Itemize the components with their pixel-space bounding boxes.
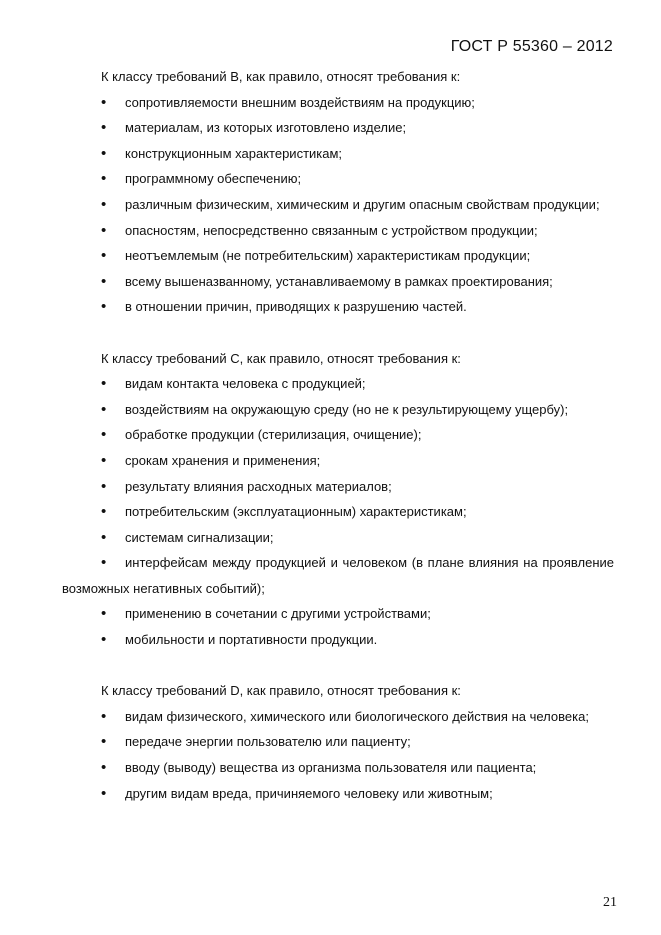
list-item: • воздействиям на окружающую среду (но не к результирующему ущербу); bbox=[62, 397, 614, 423]
section-gap bbox=[62, 320, 614, 346]
bullet-icon: • bbox=[101, 503, 107, 521]
list-item: • другим видам вреда, причиняемого человеку или животным; bbox=[62, 781, 614, 807]
list-item: • сопротивляемости внешним воздействиям на продукцию; bbox=[62, 90, 614, 116]
list-item: • видам физического, химического или биологического действия на человека; bbox=[62, 704, 614, 730]
bullet-icon: • bbox=[101, 170, 107, 188]
document-body bbox=[62, 64, 614, 806]
bullet-icon: • bbox=[101, 631, 107, 649]
list-item: • обработке продукции (стерилизация, очищение); bbox=[62, 422, 614, 448]
bullet-icon: • bbox=[101, 400, 107, 418]
bullet-icon: • bbox=[101, 272, 107, 290]
list-item: • вводу (выводу) вещества из организма пользователя или пациента; bbox=[62, 755, 614, 781]
section-gap bbox=[62, 653, 614, 679]
list-item: • интерфейсам между продукцией и человеком (в плане влияния на проявление возможных негативных событий); bbox=[62, 550, 614, 601]
bullet-icon: • bbox=[101, 426, 107, 444]
bullet-icon: • bbox=[101, 605, 107, 623]
section-b-intro: К классу требований B, как правило, относят требования к: bbox=[101, 69, 461, 84]
bullet-icon: • bbox=[101, 144, 107, 162]
list-item: • видам контакта человека с продукцией; bbox=[62, 371, 614, 397]
list-item: • программному обеспечению; bbox=[62, 166, 614, 192]
bullet-icon: • bbox=[101, 221, 107, 239]
list-item: • передаче энергии пользователю или пациенту; bbox=[62, 729, 614, 755]
list-item: • мобильности и портативности продукции. bbox=[62, 627, 614, 653]
bullet-icon: • bbox=[101, 477, 107, 495]
bullet-icon: • bbox=[101, 375, 107, 393]
bullet-icon: • bbox=[101, 119, 107, 137]
bullet-icon: • bbox=[101, 528, 107, 546]
bullet-icon: • bbox=[101, 733, 107, 751]
bullet-icon: • bbox=[101, 707, 107, 725]
section-c-intro: К классу требований C, как правило, относят требования к: bbox=[101, 350, 461, 366]
list-item: • неотъемлемым (не потребительским) характеристикам продукции; bbox=[62, 243, 614, 269]
bullet-icon: • bbox=[101, 784, 107, 802]
bullet-icon: • bbox=[101, 93, 107, 111]
list-item: • результату влияния расходных материалов; bbox=[62, 474, 614, 500]
bullet-icon: • bbox=[101, 298, 107, 316]
document-header: ГОСТ Р 55360 – 2012 bbox=[450, 38, 613, 55]
page-number: 21 bbox=[603, 895, 617, 910]
bullet-icon: • bbox=[101, 554, 107, 572]
bullet-icon: • bbox=[101, 195, 107, 213]
bullet-icon: • bbox=[101, 759, 107, 777]
list-item: • различным физическим, химическим и другим опасным свойствам продукции; bbox=[62, 192, 614, 218]
list-item: • применению в сочетании с другими устройствами; bbox=[62, 601, 614, 627]
bullet-icon: • bbox=[101, 451, 107, 469]
bullet-icon: • bbox=[101, 247, 107, 265]
list-item: • системам сигнализации; bbox=[62, 525, 614, 551]
section-d-intro: К классу требований D, как правило, относят требования к: bbox=[101, 683, 461, 699]
list-item: • материалам, из которых изготовлено изделие; bbox=[62, 115, 614, 141]
list-item: • срокам хранения и применения; bbox=[62, 448, 614, 474]
list-item: • всему вышеназванному, устанавливаемому в рамках проектирования; bbox=[62, 269, 614, 295]
list-item: • потребительским (эксплуатационным) характеристикам; bbox=[62, 499, 614, 525]
list-item: • опасностям, непосредственно связанным с устройством продукции; bbox=[62, 218, 614, 244]
list-item: • конструкционным характеристикам; bbox=[62, 141, 614, 167]
list-item: • в отношении причин, приводящих к разрушению частей. bbox=[62, 294, 614, 320]
